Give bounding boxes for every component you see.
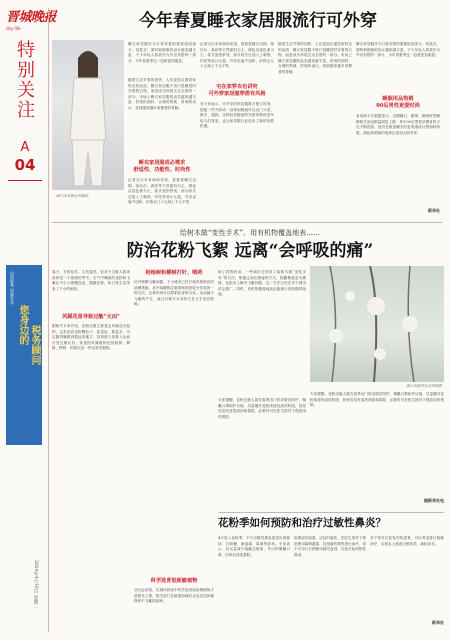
top-story-intro: 睡衣家居服作为日常穿着的重要组成部分，其款式、面料和图案的设计越来越丰富，不少年轻人将其作为外出穿搭的一部分，今年春夏季这一趋势更加明显。 bbox=[128, 42, 196, 63]
pollen-col2-kicker: 给杨树和柳树打针、喷药 bbox=[145, 270, 203, 276]
page-letter: A bbox=[20, 140, 30, 155]
top-story-col2: 随着生活节奏的加快，人们更加注重居家时光的品质，睡衣家居服不再只是睡觉时穿着的衣物，而是成为体现生活态度的一部分。市场上睡衣家居服的品类越来越丰富，舒适的面料、合理的剪裁、时尚的设计，受到越来越多消费者的青睐。 bbox=[128, 78, 196, 110]
allergy-col3: 对于常年反复发作的患者，可以考虑进行脱敏治疗，从根本上改善过敏体质，减轻症状。 bbox=[370, 536, 444, 546]
page-number: 04 bbox=[14, 156, 36, 174]
top-sub2-line1: 宅在家穿衣也讲究 bbox=[216, 84, 258, 90]
pollen-byline: 据新华社电 bbox=[424, 498, 444, 503]
page-number-rule bbox=[8, 180, 42, 181]
pollen-col2: 针对杨柳飞絮问题，不少城市已经开始采取相应的治理措施，其中给雌株注射抑制剂是较为常见的一种方法。这种药剂可以抑制花芽的分化，从而减少飞絮的产生，而且对树木本身的生长几乎没有影响。 bbox=[134, 280, 214, 307]
top-story-title: 今年春夏睡衣家居服流行可外穿 bbox=[139, 11, 377, 31]
top-story-byline: 新华社 bbox=[428, 208, 440, 213]
masthead-logo-text: 晋城晚报 bbox=[6, 10, 57, 25]
pollen-col1: 春天，万物复苏，生机盎然，但对于过敏人群来说却是一个难熬的季节。空气中飘散的花粉和飞絮让不少人喷嚏连连、眼睛红肿，给日常生活带来了不小的困扰。 bbox=[52, 270, 130, 291]
section-title bbox=[12, 40, 36, 126]
top-photo-caption: 图片由本报记者提供 bbox=[56, 194, 89, 198]
top-story-col3: 记者走访多家商场发现，春夏款睡衣以棉、莫代尔、真丝等天然面料为主，颜色以浅色系为主，款式宽松舒适，部分款式还加入了刺绣、印花等设计元素，外穿也毫不违和，价格从几十元到上千元不等。 bbox=[200, 42, 274, 69]
tax-promo-small: 山西税务 权威发布 bbox=[10, 271, 15, 305]
tax-promo-line1: 您身边的 bbox=[17, 305, 28, 345]
pollen-col3b: 专家提醒，花粉过敏人群在春季出门时应做好防护，佩戴口罩和护目镜，尽量避开花粉浓度较高的时段，回家后及时清洗面部和鼻腔，必要时可在医生指导下提前用药预防。 bbox=[218, 398, 306, 419]
pollen-photo-caption: 图片由新华社记者提供 bbox=[406, 384, 442, 388]
story-divider bbox=[52, 222, 442, 223]
allergy-byline: 新华社 bbox=[432, 620, 444, 625]
top-sub2-line2: 可外穿家居服穿搭有风格 bbox=[208, 91, 266, 97]
top-sub1-line1: 睡衣家居服成必需求 bbox=[138, 160, 186, 166]
pollen-title: 防治花粉飞絮 远离“会呼吸的痛” bbox=[126, 241, 374, 261]
pollen-photo bbox=[310, 266, 444, 382]
section-title-text: 特别关注 bbox=[14, 40, 35, 120]
pollen-col3: 除了药物防治，一些城市还采用了给树木做“变性手术”的方法，即通过高位嫁接的方式，将雌株改造为雄株，从根本上解决飞絮问题，这一方法已经在多个城市试点推广。同时，有机物覆盖地表也能减少花粉随风扬起。 bbox=[218, 270, 306, 297]
top-story-col4: 有专家表示，可外穿的家居服既方便又时尚，搭配一件外套或一双休闲鞋就可以出门买菜、散步、遛狗，这种轻松随意的穿搭风格深受年轻人的喜爱，也让家居服行业迎来了新的发展机遇。 bbox=[200, 102, 274, 129]
pollen-kicker: 给树木做“变性手术”、用有机物覆盖地表…… bbox=[179, 229, 321, 237]
pollen-col1b: 据相关专家介绍，花粉过敏主要是由风媒花引起的，这类花的花粉颗粒小、质量轻、数量多，可以随风飘散到很远的地方，容易被人体吸入从而引发过敏反应。常见的风媒植物包括杨树、柳树、桦树、松树以及一些杂草类植物。 bbox=[52, 324, 130, 351]
left-column-divider bbox=[48, 8, 49, 632]
date-line: 2024年4月16日 星期二 bbox=[33, 560, 38, 609]
pollen-sub1: 风媒花是导致过敏“元凶” bbox=[62, 314, 120, 320]
allergy-col1: 4月进入花粉季，不少过敏性鼻炎患者出现鼻痒、打喷嚏、流清涕、鼻塞等症状。专家表示，应尽量减少接触过敏原，外出时佩戴口罩，回家后清洗鼻腔。 bbox=[218, 536, 290, 557]
pollen-col4: 专家提醒，花粉过敏人群在春季出门时应做好防护，佩戴口罩和护目镜，尽量避开花粉浓度较高的时段，回家后及时清洗面部和鼻腔，必要时可在医生指导下提前用药预防。 bbox=[310, 392, 444, 408]
willow-icon bbox=[310, 266, 444, 382]
top-story-col2b: 记者走访多家商场发现，春夏款睡衣以棉、莫代尔、真丝等天然面料为主，颜色以浅色系为主，款式宽松舒适，部分款式还加入了刺绣、印花等设计元素，外穿也毫不违和，价格从几十元到上千元不等。 bbox=[128, 178, 196, 205]
top-sub1-line2: 舒适性、功能性、时尚性 bbox=[133, 167, 191, 173]
top-sub3-line2: 00后男性更爱时尚 bbox=[376, 103, 420, 109]
top-story-col5a: 睡衣家居服作为日常穿着的重要组成部分，其款式、面料和图案的设计越来越丰富，不少年轻人将其作为外出穿搭的一部分，今年春夏季这一趋势更加明显。 bbox=[356, 42, 440, 58]
top-story-photo bbox=[52, 40, 124, 190]
pollen-col2b: 从长远来看，在城市绿化中科学选育低致敏植物才是根本之策，相关部门在新建绿地时会优先选择雄株和不飞絮的品种。 bbox=[134, 588, 214, 604]
masthead-logo-sub: city life bbox=[6, 26, 21, 31]
model-figure bbox=[52, 40, 124, 190]
top-sub3-line1: 睡眠用品热销 bbox=[382, 96, 414, 102]
allergy-col2: 如果症状较重，应及时就医，在医生指导下规范使用鼻喷激素、抗组胺药物等进行治疗，切不可自行长期使用减充血剂，以免引起药物性鼻炎。 bbox=[294, 536, 366, 557]
allergy-title: 花粉季如何预防和治疗过敏性鼻炎？ bbox=[218, 517, 386, 529]
tax-promo-banner bbox=[6, 265, 42, 445]
allergy-top-rule bbox=[218, 512, 444, 513]
top-story-col4b: 随着生活节奏的加快，人们更加注重居家时光的品质，睡衣家居服不再只是睡觉时穿着的衣物，而是成为体现生活态度的一部分。市场上睡衣家居服的品类越来越丰富，舒适的面料、合理的剪裁、时尚的设计，受到越来越多消费者的青睐。 bbox=[278, 42, 352, 74]
pollen-col2-sub: 科学选育低致敏植物 bbox=[150, 578, 198, 584]
top-story-col5: 有电商平台数据显示，近期睡衣、眼罩、助眠枕等睡眠相关用品销量明显上涨，其中00后男性消费者的占比不断提高，他们在挑选睡衣时更看重设计感和时尚感，颜色和图案的选择也更加大胆多样。 bbox=[356, 114, 440, 135]
tax-promo-line2: 税务顾问 bbox=[29, 325, 40, 365]
